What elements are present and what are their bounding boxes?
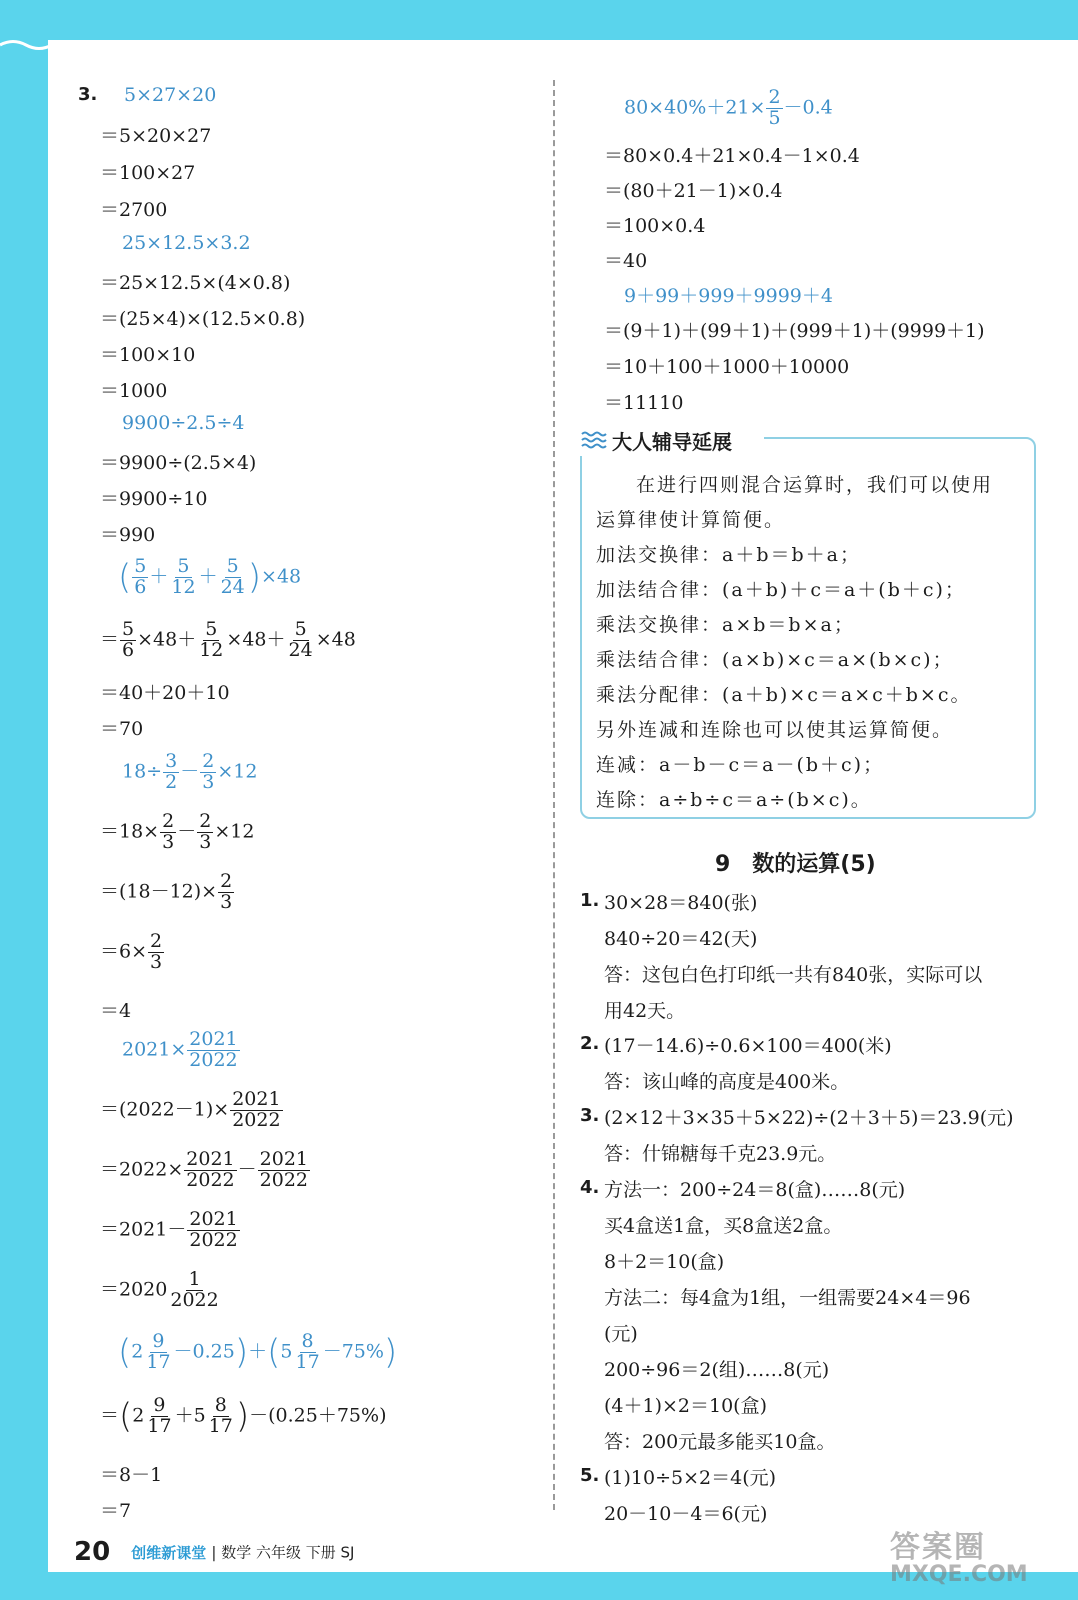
page-number: 20: [74, 1537, 111, 1567]
answer-line: 用42天。: [604, 1000, 686, 1022]
tips-paragraph: 运算律使计算简便。: [596, 509, 786, 531]
expression-line: 9＋99＋999＋9999＋4: [624, 285, 833, 307]
waves-icon: [580, 430, 608, 450]
fraction-expression: ＝(2 $\frac{9}{17}$ ＋5 $\frac{8}{17}$ )－(0.25＋75%): [100, 1394, 387, 1437]
tips-rule: 加法结合律：(a＋b)＋c＝a＋(b＋c)；: [596, 579, 966, 601]
answer-line: 答：这包白色打印纸一共有840张，实际可以: [604, 964, 983, 986]
answer-line: 方法二：每4盒为1组，一组需要24×4＝96: [604, 1287, 971, 1309]
expression-line: ＝2700: [100, 199, 168, 221]
answer-number: 2.: [580, 1033, 600, 1054]
expression-line: ＝40＋20＋10: [100, 682, 230, 704]
answer-line: 答：什锦糖每千克23.9元。: [604, 1143, 837, 1165]
fraction-expression: ＝ $\frac{5}{6}$ ×48＋ $\frac{5}{12}$ ×48＋ $\frac{5}{24}$ ×48: [100, 618, 356, 661]
fraction-expression: 2021× $\frac{2021}{2022}$: [122, 1028, 238, 1071]
answer-line: 答：该山峰的高度是400米。: [604, 1071, 850, 1093]
expression-line: 25×12.5×3.2: [122, 232, 251, 254]
column-divider: [553, 80, 555, 1510]
answer-number: 3.: [580, 1105, 600, 1126]
problem-number: 3.: [78, 84, 98, 105]
tips-paragraph: 在进行四则混合运算时，我们可以使用: [636, 474, 994, 496]
answer-line: (2×12＋3×35＋5×22)÷(2＋3＋5)＝23.9(元): [604, 1107, 1014, 1129]
fraction-expression: ( $\frac{5}{6}$ ＋ $\frac{5}{12}$ ＋ $\frac{5}{24}$ )×48: [118, 555, 302, 598]
expression-line: ＝(80＋21－1)×0.4: [604, 180, 783, 202]
fraction-expression: ＝(2022－1)× $\frac{2021}{2022}$: [100, 1088, 281, 1131]
expression-line: ＝100×10: [100, 344, 196, 366]
expression-line: ＝8－1: [100, 1464, 163, 1486]
expression-line: ＝7: [100, 1500, 132, 1522]
expression-line: ＝1000: [100, 380, 168, 402]
fraction-expression: 18÷ $\frac{3}{2}$ － $\frac{2}{3}$ ×12: [122, 750, 258, 793]
answer-number: 5.: [580, 1465, 600, 1486]
tips-box-title: 大人辅导延展: [612, 430, 732, 454]
answer-line: 买4盒送1盒，买8盒送2盒。: [604, 1215, 843, 1237]
section-title: 9 数的运算(5): [715, 852, 876, 877]
watermark: [890, 1522, 1060, 1592]
expression-line: ＝70: [100, 718, 144, 740]
expression-line: 5×27×20: [124, 84, 217, 106]
answer-line: 200÷96＝2(组)……8(元): [604, 1359, 830, 1381]
expression-line: ＝5×20×27: [100, 125, 212, 147]
expression-line: ＝25×12.5×(4×0.8): [100, 272, 291, 294]
tips-rule: 乘法交换律：a×b＝b×a；: [596, 614, 855, 636]
answer-line: 30×28＝840(张): [604, 892, 758, 914]
answer-number: 4.: [580, 1177, 600, 1198]
answer-line: (17－14.6)÷0.6×100＝400(米): [604, 1035, 892, 1057]
answer-line: (4＋1)×2＝10(盒): [604, 1395, 768, 1417]
fraction-expression: ＝2021－ $\frac{2021}{2022}$: [100, 1208, 238, 1251]
answer-line: 840÷20＝42(天): [604, 928, 758, 950]
answer-line: 20－10－4＝6(元): [604, 1503, 768, 1525]
answer-line: 8＋2＝10(盒): [604, 1251, 725, 1273]
expression-line: ＝9900÷10: [100, 488, 208, 510]
brand-name: 创维新课堂: [131, 1543, 207, 1562]
answer-number: 1.: [580, 890, 600, 911]
left-border: [0, 0, 48, 1600]
answer-line: 方法一：200÷24＝8(盒)……8(元): [604, 1179, 906, 1201]
fraction-expression: ＝18× $\frac{2}{3}$ － $\frac{2}{3}$ ×12: [100, 810, 255, 853]
expression-line: ＝990: [100, 524, 156, 546]
fraction-expression: ＝(18－12)× $\frac{2}{3}$: [100, 870, 233, 913]
answer-line: (元): [604, 1323, 638, 1345]
expression-line: ＝100×0.4: [604, 215, 706, 237]
expression-line: ＝40: [604, 250, 648, 272]
tips-rule: 乘法分配律：(a＋b)×c＝a×c＋b×c。: [596, 684, 972, 706]
expression-line: ＝9900÷(2.5×4): [100, 452, 257, 474]
book-meta: | 数学 六年级 下册 SJ: [211, 1543, 355, 1562]
expression-line: ＝(25×4)×(12.5×0.8): [100, 308, 306, 330]
answer-line: 答：200元最多能买10盒。: [604, 1431, 836, 1453]
top-border: [0, 0, 1078, 40]
expression-line: ＝80×0.4＋21×0.4－1×0.4: [604, 145, 860, 167]
tips-rule: 另外连减和连除也可以使其运算简便。: [596, 719, 954, 741]
tips-rule: 乘法结合律：(a×b)×c＝a×(b×c)；: [596, 649, 954, 671]
answer-line: (1)10÷5×2＝4(元): [604, 1467, 777, 1489]
tips-rule: 连除：a÷b÷c＝a÷(b×c)。: [596, 789, 872, 811]
watermark-url: MXQE.COM: [890, 1562, 1028, 1587]
fraction-expression: 80×40%＋21× $\frac{2}{5}$ －0.4: [624, 86, 833, 129]
expression-line: ＝(9＋1)＋(99＋1)＋(999＋1)＋(9999＋1): [604, 320, 985, 342]
fraction-expression: (2 $\frac{9}{17}$ －0.25)＋(5 $\frac{8}{17}$ －75%): [118, 1330, 398, 1373]
tips-rule: 连减：a－b－c＝a－(b＋c)；: [596, 754, 885, 776]
expression-line: ＝100×27: [100, 162, 196, 184]
expression-line: ＝11110: [604, 392, 684, 414]
watermark-logo: 答案圈: [890, 1530, 986, 1565]
fraction-expression: ＝6× $\frac{2}{3}$: [100, 930, 163, 973]
tips-rule: 加法交换律：a＋b＝b＋a；: [596, 544, 861, 566]
expression-line: 9900÷2.5÷4: [122, 412, 245, 434]
expression-line: ＝4: [100, 1000, 132, 1022]
page-footer: [74, 1537, 354, 1567]
expression-line: ＝10＋100＋1000＋10000: [604, 356, 850, 378]
fraction-expression: ＝2020 $\frac{1}{2022}$: [100, 1268, 219, 1311]
fraction-expression: ＝2022× $\frac{2021}{2022}$ － $\frac{2021}{2022}$: [100, 1148, 309, 1191]
